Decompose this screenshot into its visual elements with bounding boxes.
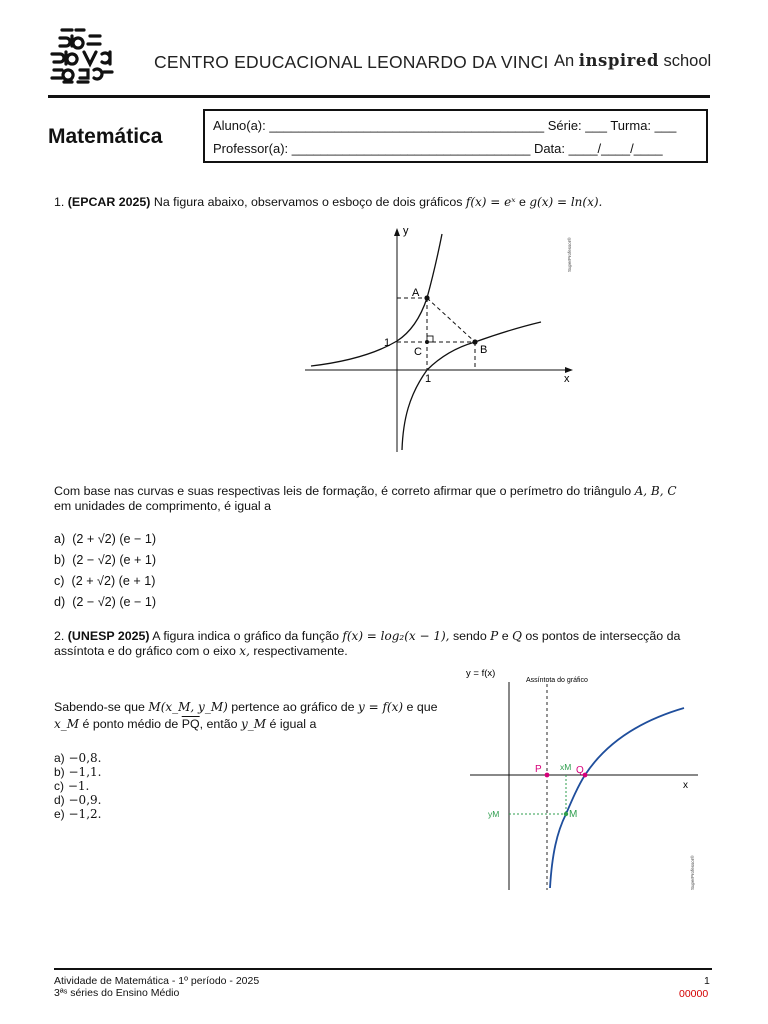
q2-option-a[interactable]: a) −0,8. [54,751,102,765]
q1-label-c: C [414,346,422,358]
footer-divider [54,968,712,970]
q1-label-1x: 1 [425,373,432,385]
q1-point-a [424,295,429,300]
q2-option-b[interactable]: b) −1,1. [54,765,102,779]
q2-label-asymptote: Assíntota do gráfico [526,677,588,684]
q2-label-p: P [535,764,542,775]
q2-watermark: SuperProfessor® [690,855,695,890]
q2-label-x: x [683,780,688,791]
q2-point-p [545,773,550,778]
footer-activity: Atividade de Matemática - 1º período - 2025 [54,975,260,987]
q2-label-xm: xM [560,762,572,772]
q2-log-curve [550,708,684,888]
q2-label-ym: yM [488,809,500,819]
subject-title: Matemática [48,125,163,148]
q2-options [54,751,101,821]
header-divider [48,95,710,98]
q1-point-c [425,340,429,344]
q2-point-m [564,812,568,816]
school-logo [46,24,118,86]
footer-code: 00000 [679,988,709,1000]
q2-option-c[interactable]: c) −1. [54,779,90,793]
q2-option-d[interactable]: d) −0,9. [54,793,102,807]
q1-stem: Com base nas curvas e suas respectivas leis de formação, é correto afirmar que o perímetro do triângulo A, B, C em unidades de comprimento, é igual a [54,484,677,513]
footer-page-number: 1 [704,975,710,987]
q2-stem: Sabendo-se que M(x_M, y_M) pertence ao gráfico de y = f(x) e que x_M é ponto médio de $\overline{PQ}$, então y_M é igual a [54,700,438,731]
q1-option-b[interactable]: b) (2 − √2) (e + 1) [54,553,157,567]
school-name: CENTRO EDUCACIONAL LEONARDO DA VINCI [154,52,549,72]
q1-segment-ab [427,298,475,342]
student-name-line: Aluno(a): ______________________________________ Série: ___ Turma: ___ [213,118,677,133]
teacher-name-line: Professor(a): _________________________________ Data: ____/____/____ [213,141,663,156]
q1-watermark: SuperProfessor® [567,237,572,272]
q2-figure [464,664,704,892]
q1-option-d[interactable]: d) (2 − √2) (e − 1) [54,595,157,609]
q1-label-x: x [564,373,570,385]
q1-option-c[interactable]: c) (2 + √2) (e + 1) [54,574,156,588]
q1-exp-curve [311,234,442,366]
q1-option-a[interactable]: a) (2 + √2) (e − 1) [54,532,157,546]
q2-statement: 2. (UNESP 2025) A figura indica o gráfico da função f(x) = log₂(x − 1), sendo P e Q os pontos de intersecção da assíntota e do gráfico com o eixo x, respectivamente. [54,629,681,658]
q1-point-b [472,339,477,344]
q1-label-y: y [403,225,409,237]
q1-statement: 1. (EPCAR 2025) Na figura abaixo, observamos o esboço de dois gráficos f(x) = eˣ e g(x) = ln(x). [54,195,603,209]
q1-y-arrow [394,228,400,236]
q1-label-a: A [412,287,420,299]
school-tagline: An inspired school [554,51,712,70]
q1-label-1y: 1 [384,337,391,349]
footer-grade: 3ªˢ séries do Ensino Médio [54,987,180,999]
q1-figure [305,220,585,456]
q2-option-e[interactable]: e) −1,2. [54,807,102,821]
q2-label-fx: y = f(x) [466,668,496,679]
q2-label-q: Q [576,765,584,776]
q1-ln-curve [402,322,541,450]
q1-label-b: B [480,344,488,356]
q2-label-m: M [569,809,578,820]
